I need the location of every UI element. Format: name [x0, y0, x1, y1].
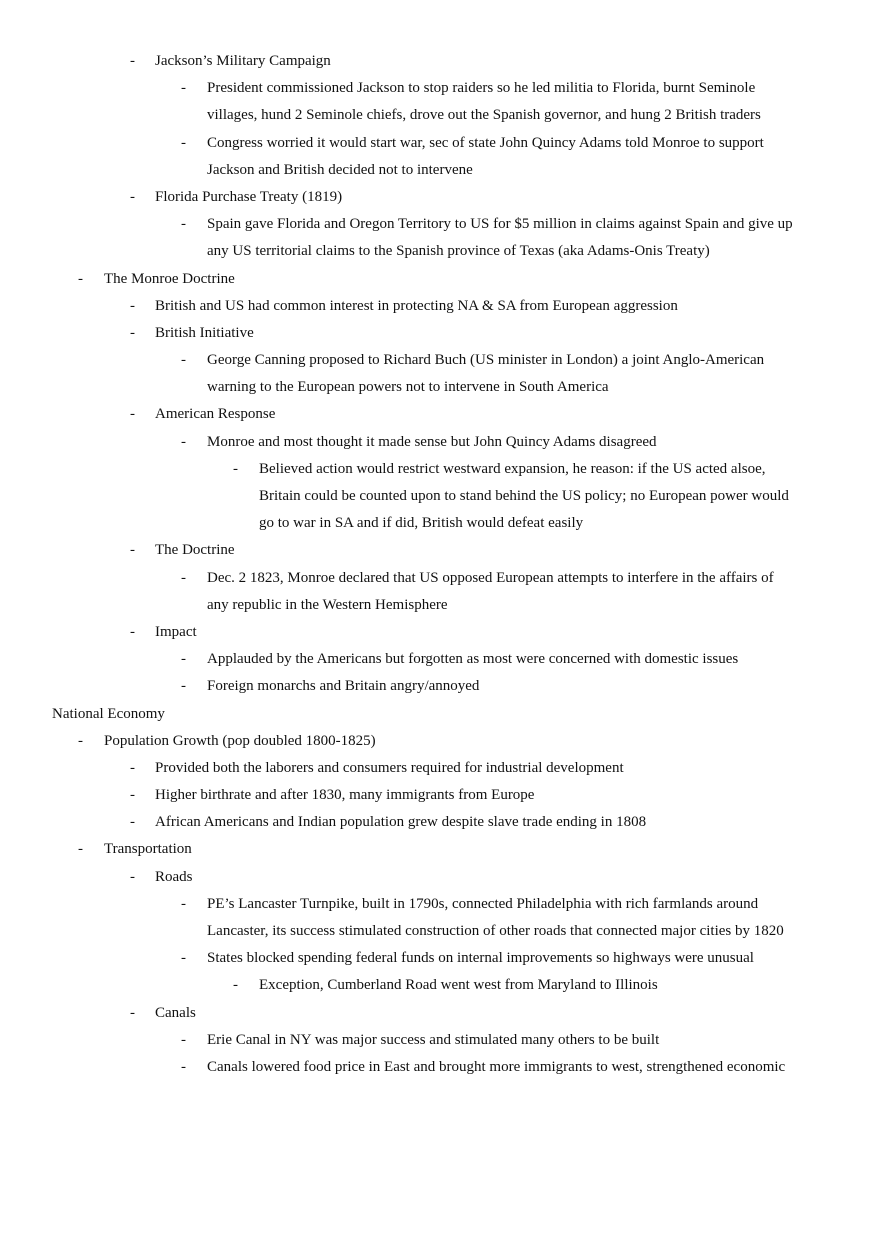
- bullet-dash: -: [130, 542, 135, 559]
- bullet-dash: -: [130, 297, 135, 314]
- bullet-dash: -: [78, 270, 83, 287]
- outline-item: [0, 864, 880, 891]
- outline-item: [0, 401, 880, 428]
- bullet-dash: -: [130, 868, 135, 885]
- document-page: [0, 48, 880, 1081]
- bullet-dash: -: [233, 977, 238, 994]
- outline-text: President commissioned Jackson to stop raiders so he led militia to Florida, burnt Seminole: [207, 80, 756, 97]
- outline-item: [0, 565, 880, 592]
- bullet-dash: -: [130, 53, 135, 69]
- outline-continuation-line: [0, 918, 880, 945]
- bullet-dash: -: [130, 623, 135, 640]
- bullet-dash: -: [130, 1004, 135, 1021]
- bullet-dash: -: [130, 787, 135, 804]
- outline-continuation-line: [0, 238, 880, 265]
- outline-item: [0, 130, 880, 157]
- outline-text: Erie Canal in NY was major success and stimulated many others to be built: [207, 1031, 660, 1048]
- bullet-dash: -: [78, 841, 83, 858]
- outline-text: Provided both the laborers and consumers required for industrial development: [155, 759, 624, 776]
- outline-text: Canals: [155, 1004, 196, 1021]
- section-heading: [0, 701, 880, 728]
- outline-text: Population Growth (pop doubled 1800-1825): [104, 732, 376, 749]
- outline-item: [0, 673, 880, 700]
- outline-text: any republic in the Western Hemisphere: [207, 596, 448, 613]
- outline-continuation-line: [0, 374, 880, 401]
- outline-continuation-line: [0, 157, 880, 184]
- bullet-dash: -: [78, 732, 83, 749]
- outline-text: National Economy: [52, 705, 165, 722]
- outline-text: The Doctrine: [155, 542, 235, 559]
- bullet-dash: -: [181, 950, 186, 967]
- outline-text: The Monroe Doctrine: [104, 270, 235, 287]
- outline-text: Britain could be counted upon to stand behind the US policy; no European power would: [259, 488, 789, 504]
- outline-item: [0, 184, 880, 211]
- outline-item: [0, 782, 880, 809]
- outline-item: [0, 945, 880, 972]
- bullet-dash: -: [181, 1058, 186, 1075]
- bullet-dash: -: [181, 134, 186, 151]
- outline-text: British and US had common interest in protecting NA & SA from European aggression: [155, 297, 678, 314]
- outline-item: [0, 1054, 880, 1081]
- outline-text: Impact: [155, 623, 197, 640]
- outline-text: Believed action would restrict westward expansion, he reason: if the US acted alsoe,: [259, 460, 766, 477]
- outline-item: [0, 48, 880, 75]
- bullet-dash: -: [181, 678, 186, 695]
- outline-item: [0, 728, 880, 755]
- bullet-dash: -: [130, 814, 135, 831]
- outline-text: Canals lowered food price in East and brought more immigrants to west, strengthened economic: [207, 1058, 786, 1075]
- outline-text: Dec. 2 1823, Monroe declared that US opposed European attempts to interfere in the affairs of: [207, 569, 774, 586]
- outline-text: Lancaster, its success stimulated construction of other roads that connected major cities by 1820: [207, 923, 784, 939]
- bullet-dash: -: [130, 759, 135, 776]
- outline-continuation-line: [0, 102, 880, 129]
- outline-text: Jackson’s Military Campaign: [155, 53, 331, 69]
- outline-continuation-line: [0, 483, 880, 510]
- outline-text: Monroe and most thought it made sense but John Quincy Adams disagreed: [207, 433, 657, 450]
- outline-text: Applauded by the Americans but forgotten as most were concerned with domestic issues: [207, 651, 739, 668]
- outline-item: [0, 266, 880, 293]
- outline-item: [0, 619, 880, 646]
- outline-text: American Response: [155, 406, 276, 423]
- outline-text: Transportation: [104, 841, 192, 858]
- outline-continuation-line: [0, 510, 880, 537]
- bullet-dash: -: [181, 433, 186, 450]
- outline-text: Congress worried it would start war, sec of state John Quincy Adams told Monroe to support: [207, 134, 764, 151]
- outline-text: Higher birthrate and after 1830, many immigrants from Europe: [155, 787, 535, 804]
- outline-item: [0, 809, 880, 836]
- outline-item: [0, 293, 880, 320]
- outline-item: [0, 836, 880, 863]
- outline-item: [0, 320, 880, 347]
- outline-text: British Initiative: [155, 324, 254, 341]
- outline-text: PE’s Lancaster Turnpike, built in 1790s, connected Philadelphia with rich farmlands around: [207, 895, 759, 912]
- outline-item: [0, 429, 880, 456]
- bullet-dash: -: [181, 895, 186, 912]
- bullet-dash: -: [181, 651, 186, 668]
- outline-text: warning to the European powers not to intervene in South America: [207, 379, 609, 396]
- outline-item: [0, 1027, 880, 1054]
- outline-text: any US territorial claims to the Spanish province of Texas (aka Adams-Onis Treaty): [207, 243, 710, 260]
- bullet-dash: -: [181, 80, 186, 97]
- outline-item: [0, 755, 880, 782]
- outline-item: [0, 646, 880, 673]
- bullet-dash: -: [233, 460, 238, 477]
- outline-item: [0, 891, 880, 918]
- outline-item: [0, 347, 880, 374]
- outline-continuation-line: [0, 592, 880, 619]
- outline-item: [0, 972, 880, 999]
- bullet-dash: -: [181, 352, 186, 369]
- outline-text: Foreign monarchs and Britain angry/annoyed: [207, 678, 480, 695]
- bullet-dash: -: [130, 324, 135, 341]
- bullet-dash: -: [181, 216, 186, 233]
- outline-text: Spain gave Florida and Oregon Territory to US for $5 million in claims against Spain and give up: [207, 216, 793, 233]
- bullet-dash: -: [181, 569, 186, 586]
- outline-text: Roads: [155, 868, 193, 885]
- outline-item: [0, 75, 880, 102]
- outline-item: [0, 1000, 880, 1027]
- outline-text: Exception, Cumberland Road went west from Maryland to Illinois: [259, 977, 658, 994]
- outline-text: George Canning proposed to Richard Buch (US minister in London) a joint Anglo-American: [207, 352, 765, 369]
- outline-text: go to war in SA and if did, British would defeat easily: [259, 515, 584, 532]
- outline-item: [0, 211, 880, 238]
- outline-text: States blocked spending federal funds on internal improvements so highways were unusual: [207, 950, 754, 967]
- outline-item: [0, 537, 880, 564]
- outline-text: villages, hund 2 Seminole chiefs, drove out the Spanish governor, and hung 2 British traders: [207, 107, 761, 124]
- bullet-dash: -: [130, 406, 135, 423]
- outline-text: Florida Purchase Treaty (1819): [155, 188, 343, 205]
- bullet-dash: -: [181, 1031, 186, 1048]
- bullet-dash: -: [130, 188, 135, 205]
- outline-text: African Americans and Indian population grew despite slave trade ending in 1808: [155, 814, 647, 831]
- outline-text: Jackson and British decided not to intervene: [207, 161, 473, 178]
- outline-item: [0, 456, 880, 483]
